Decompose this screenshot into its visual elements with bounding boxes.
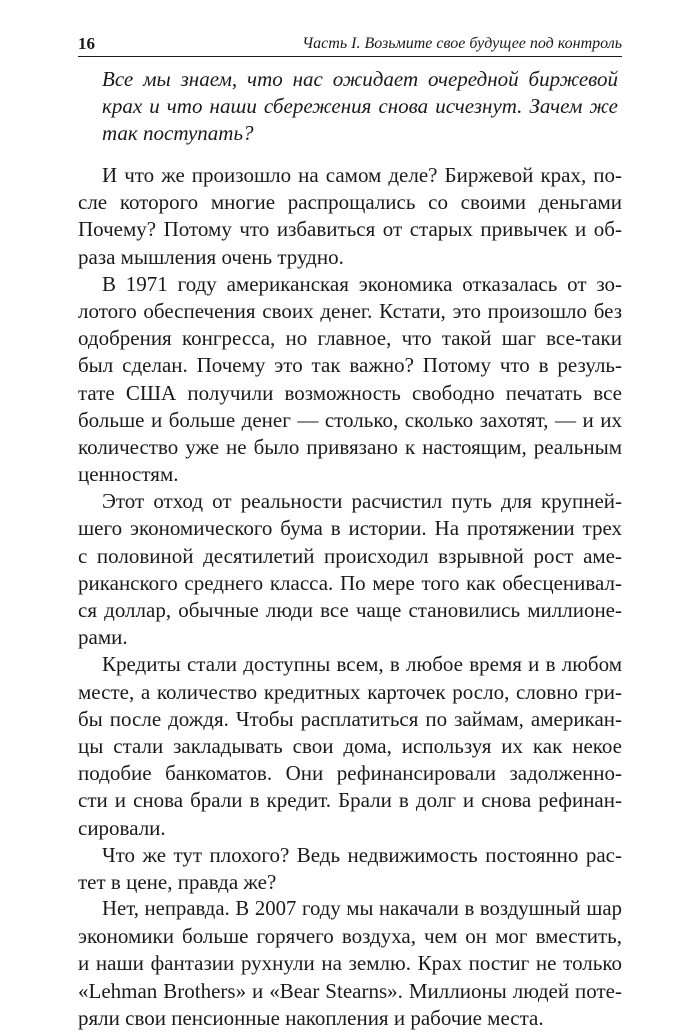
text-line: одобрения конгресса, но главное, что такой шаг все-таки xyxy=(78,326,622,351)
text-line: рами. xyxy=(78,625,128,650)
text-line: тате США получили возможность свободно печатать все xyxy=(78,380,622,405)
text-line: Нет, неправда. В 2007 году мы накачали в воздушный шар xyxy=(102,898,622,921)
text-line: тет в цене, правда же? xyxy=(78,869,277,894)
text-line: месте, а количество кредитных карточек росло, словно гри- xyxy=(78,679,622,704)
body-text xyxy=(78,162,622,1032)
text-line: экономики больше горячего воздуха, чем он мог вместить, xyxy=(78,924,622,949)
epigraph-quote xyxy=(102,66,618,148)
quote-line: Все мы знаем, что нас ожидает очередной биржевой xyxy=(102,67,618,91)
text-line: больше и больше денег — столько, сколько захотят, — и их xyxy=(78,407,622,432)
text-line: Почему? Потому что избавиться от старых привычек и об- xyxy=(78,217,622,242)
paragraph xyxy=(78,271,622,489)
text-line: В 1971 году американская экономика отказалась от зо- xyxy=(102,271,622,296)
paragraph xyxy=(78,896,622,1032)
text-line: с половиной десятилетий происходил взрывной рост аме- xyxy=(78,543,622,568)
text-line: шего экономического бума в истории. На протяжении трех xyxy=(78,516,622,541)
text-line: риканского среднего класса. По мере того как обесценивал- xyxy=(78,570,622,595)
text-line: ряли свои пенсионные накопления и рабочие места. xyxy=(78,1005,544,1030)
text-line: был сделан. Почему это так важно? Потому что в резуль- xyxy=(78,353,622,378)
text-line: сти и снова брали в кредит. Брали в долг и снова рефинан- xyxy=(78,788,622,813)
paragraph xyxy=(78,488,622,651)
text-line: И что же произошло на самом деле? Биржевой крах, по- xyxy=(102,163,622,187)
quote-line: крах и что наши сбережения снова исчезнут. Зачем же xyxy=(102,94,618,119)
text-line: цы стали закладывать свои дома, используя их как некое xyxy=(78,733,622,758)
text-line: Что же тут плохого? Ведь недвижимость постоянно рас- xyxy=(102,842,622,867)
text-line: ся доллар, обычные люди все чаще становились миллионе- xyxy=(78,598,622,622)
quote-line: так поступать? xyxy=(102,121,254,146)
text-line: Этот отход от реальности расчистил путь для крупней- xyxy=(102,489,622,514)
text-line: «Lehman Brothers» и «Bear Stearns». Миллионы людей поте- xyxy=(78,978,622,1003)
running-header xyxy=(78,34,622,57)
text-line: Кредиты стали доступны всем, в любое время и в любом xyxy=(102,652,622,677)
text-line: подобие банкоматов. Они рефинансировали задолженно- xyxy=(78,761,622,786)
text-line: сле которого многие распрощались со своими деньгами xyxy=(78,190,622,215)
chapter-title: Часть I. Возьмите свое будущее под контроль xyxy=(302,35,622,52)
text-line: сировали. xyxy=(78,815,166,840)
paragraph xyxy=(78,842,622,896)
text-line: бы после дождя. Чтобы расплатиться по займам, американ- xyxy=(78,706,622,731)
paragraph xyxy=(78,651,622,841)
page-number: 16 xyxy=(78,34,95,53)
text-line: и наши фантазии рухнули на землю. Крах постиг не только xyxy=(78,951,622,976)
paragraph xyxy=(78,162,622,271)
text-line: лотого обеспечения своих денег. Кстати, это произошло без xyxy=(78,298,622,323)
text-line: ценностям. xyxy=(78,462,179,487)
text-line: раза мышления очень трудно. xyxy=(78,244,344,269)
text-line: количество уже не было привязано к настоящим, реальным xyxy=(78,434,622,459)
